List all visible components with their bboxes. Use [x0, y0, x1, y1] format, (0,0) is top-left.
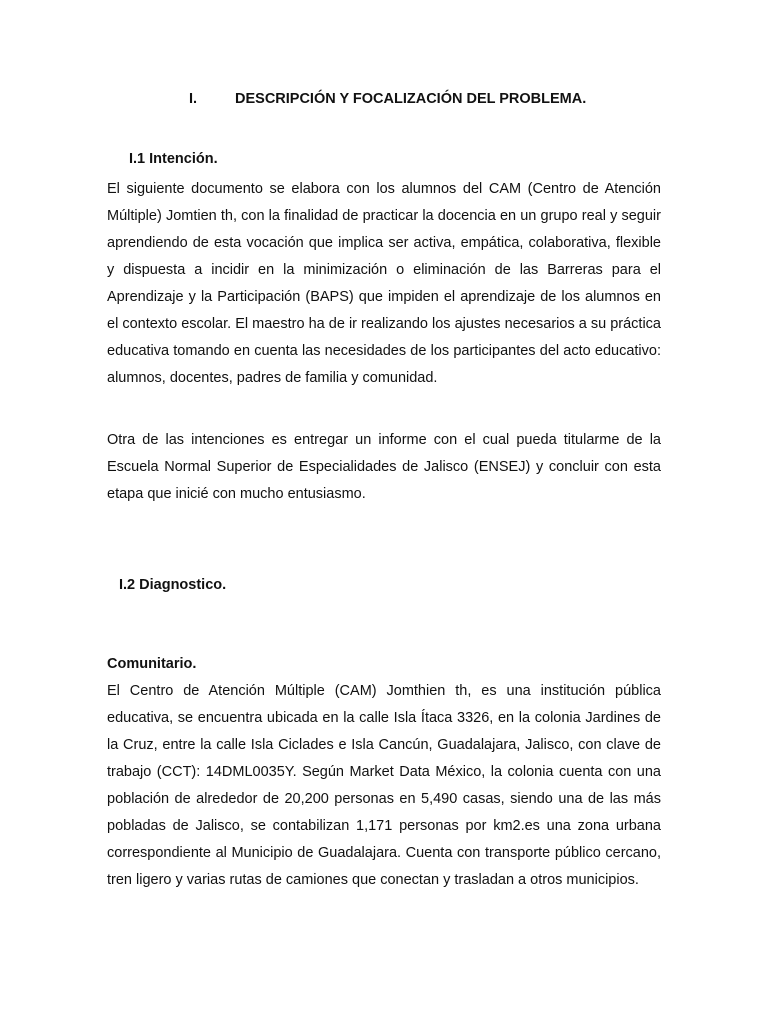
- diagnostico-heading: I.2 Diagnostico.: [119, 577, 227, 593]
- section-number: I.: [189, 91, 198, 107]
- comunitario-label: Comunitario.: [107, 656, 197, 672]
- intencion-paragraph-1: El siguiente documento se elabora con los alumnos del CAM (Centro de Atención Múltiple) Jomtien th, con la finalidad de practicar la docencia en un grupo real y seguir aprendiendo de esta vocación que implica ser activa, empática, colaborativa, flexible y dispuesta a incidir en la minimización o eliminación de las Barreras para el Aprendizaje y la Participación (BAPS) que impiden el aprendizaje de los alumnos en el contexto escolar. El maestro ha de ir realizando los ajustes necesarios a su práctica educativa tomando en cuenta las necesidades de los participantes del acto educativo: alumnos, docentes, padres de familia y comunidad.: [107, 181, 661, 386]
- section-title: DESCRIPCIÓN Y FOCALIZACIÓN DEL PROBLEMA.: [235, 91, 587, 107]
- intencion-paragraph-2: Otra de las intenciones es entregar un informe con el cual pueda titularme de la Escuela Normal Superior de Especialidades de Jalisco (ENSEJ) y concluir con esta etapa que inicié con mucho entusiasmo.: [107, 432, 661, 502]
- comunitario-paragraph: El Centro de Atención Múltiple (CAM) Jomthien th, es una institución pública educativa, se encuentra ubicada en la calle Isla Ítaca 3326, en la colonia Jardines de la Cruz, entre la calle Isla Ciclades e Isla Cancún, Guadalajara, Jalisco, con clave de trabajo (CCT): 14DML0035Y. Según Market Data México, la colonia cuenta con una población de alrededor de 20,200 personas en 5,490 casas, siendo una de las más pobladas de Jalisco, se contabilizan 1,171 personas por km2.es una zona urbana correspondiente al Municipio de Guadalajara. Cuenta con transporte público cercano, tren ligero y varias rutas de camiones que conectan y trasladan a otros municipios.: [107, 683, 661, 888]
- intencion-heading: I.1 Intención.: [129, 151, 218, 167]
